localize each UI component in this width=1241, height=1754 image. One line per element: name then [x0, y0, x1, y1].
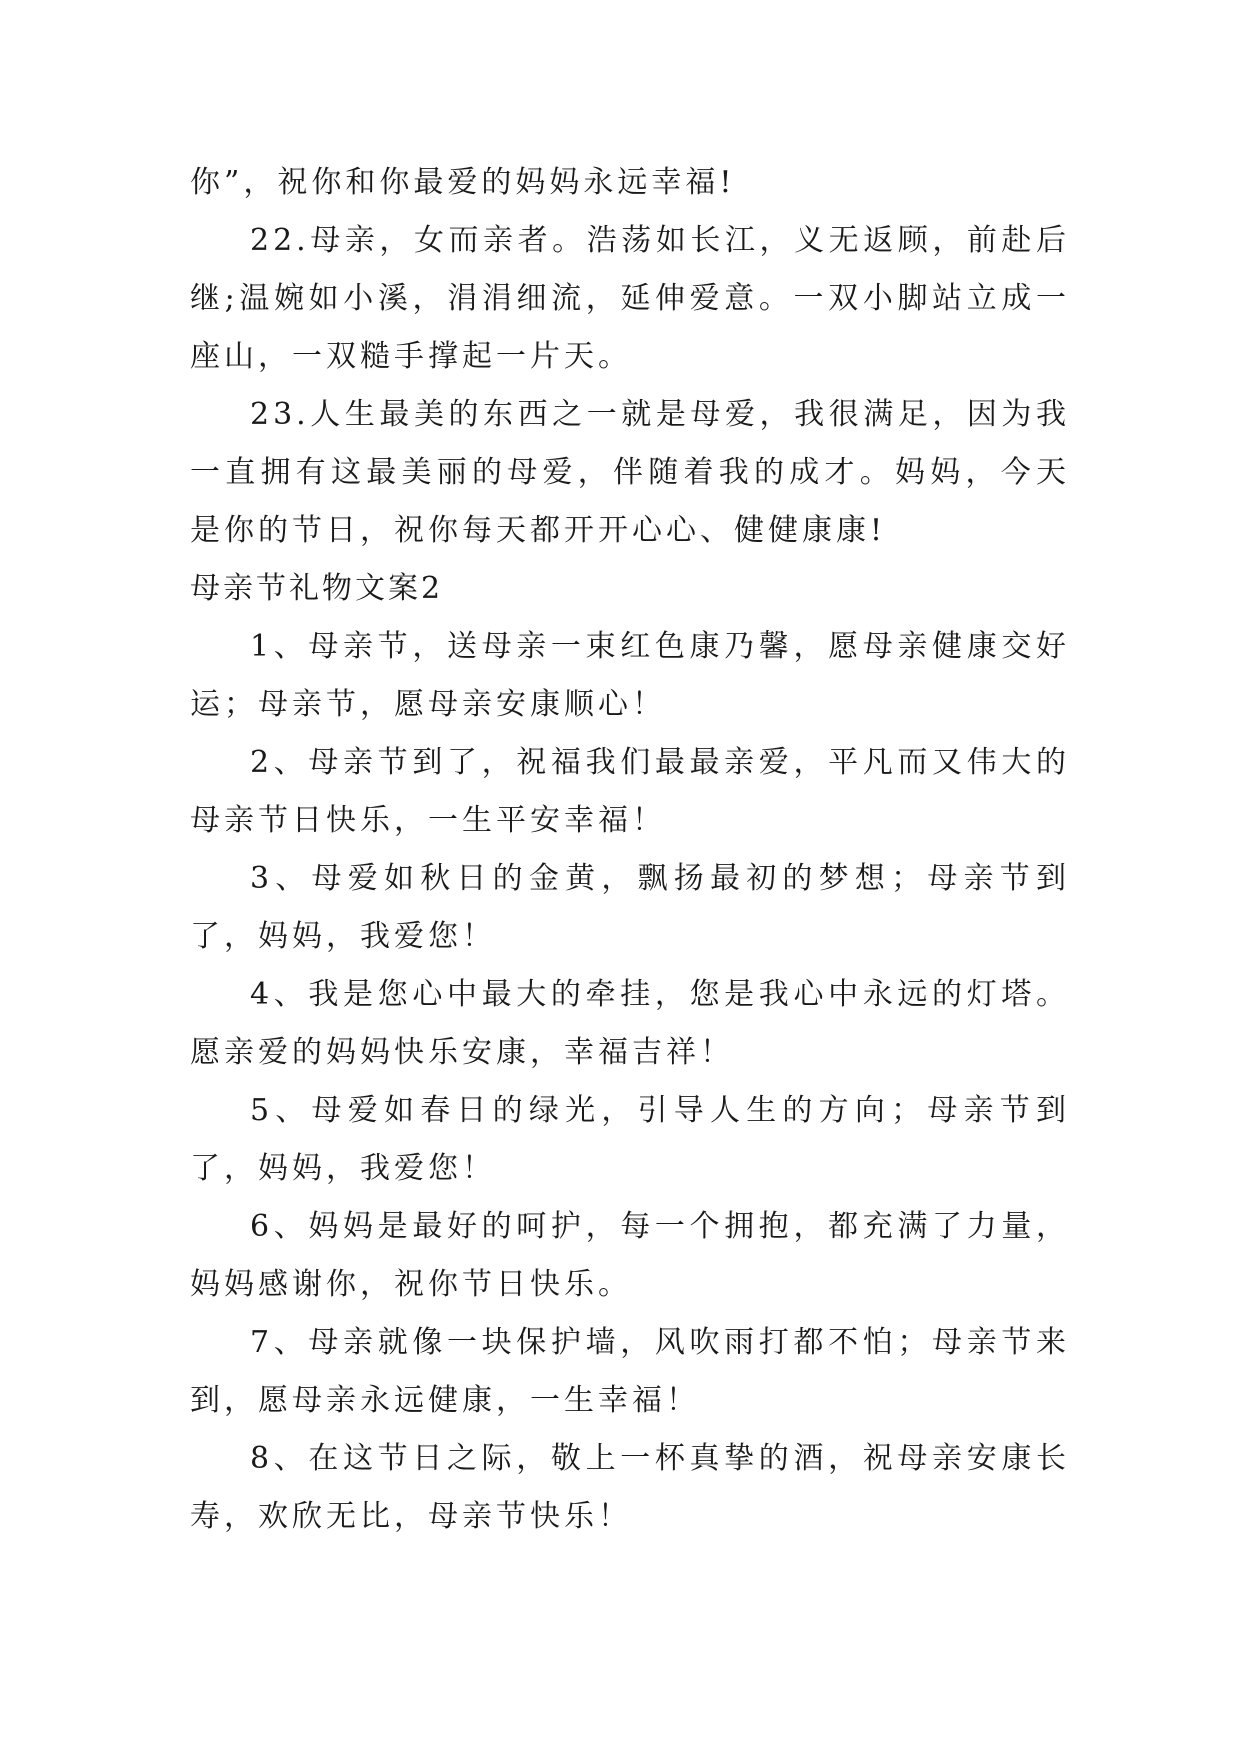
paragraph-item-23: 23.人生最美的东西之一就是母爱，我很满足，因为我一直拥有这最美丽的母爱，伴随着我的成才。妈妈，今天是你的节日，祝你每天都开开心心、健健康康!	[190, 397, 1070, 548]
paragraph-item-2: 2、母亲节到了，祝福我们最最亲爱，平凡而又伟大的母亲节日快乐，一生平安幸福！	[190, 745, 1070, 838]
paragraph-item-6: 6、妈妈是最好的呵护，每一个拥抱，都充满了力量，妈妈感谢你，祝你节日快乐。	[190, 1209, 1070, 1302]
paragraph-item-4: 4、我是您心中最大的牵挂，您是我心中永远的灯塔。愿亲爱的妈妈快乐安康，幸福吉祥！	[190, 977, 1070, 1070]
paragraph-item-22: 22.母亲，女而亲者。浩荡如长江，义无返顾，前赴后继;温婉如小溪，涓涓细流，延伸爱意。一双小脚站立成一座山，一双糙手撑起一片天。	[190, 223, 1070, 374]
section-heading: 母亲节礼物文案2	[190, 571, 444, 606]
paragraph-item-8: 8、在这节日之际，敬上一杯真挚的酒，祝母亲安康长寿，欢欣无比，母亲节快乐！	[190, 1441, 1070, 1534]
paragraph-continuation: 你”，祝你和你最爱的妈妈永远幸福!	[190, 165, 736, 200]
paragraph-item-7: 7、母亲就像一块保护墙，风吹雨打都不怕；母亲节来到，愿母亲永远健康，一生幸福！	[190, 1325, 1070, 1418]
document-page	[190, 154, 1070, 1546]
paragraph-item-1: 1、母亲节，送母亲一束红色康乃馨，愿母亲健康交好运；母亲节，愿母亲安康顺心！	[190, 629, 1070, 722]
paragraph-item-5: 5、母爱如春日的绿光，引导人生的方向；母亲节到了，妈妈，我爱您！	[190, 1093, 1070, 1186]
paragraph-item-3: 3、母爱如秋日的金黄，飘扬最初的梦想；母亲节到了，妈妈，我爱您！	[190, 861, 1070, 954]
